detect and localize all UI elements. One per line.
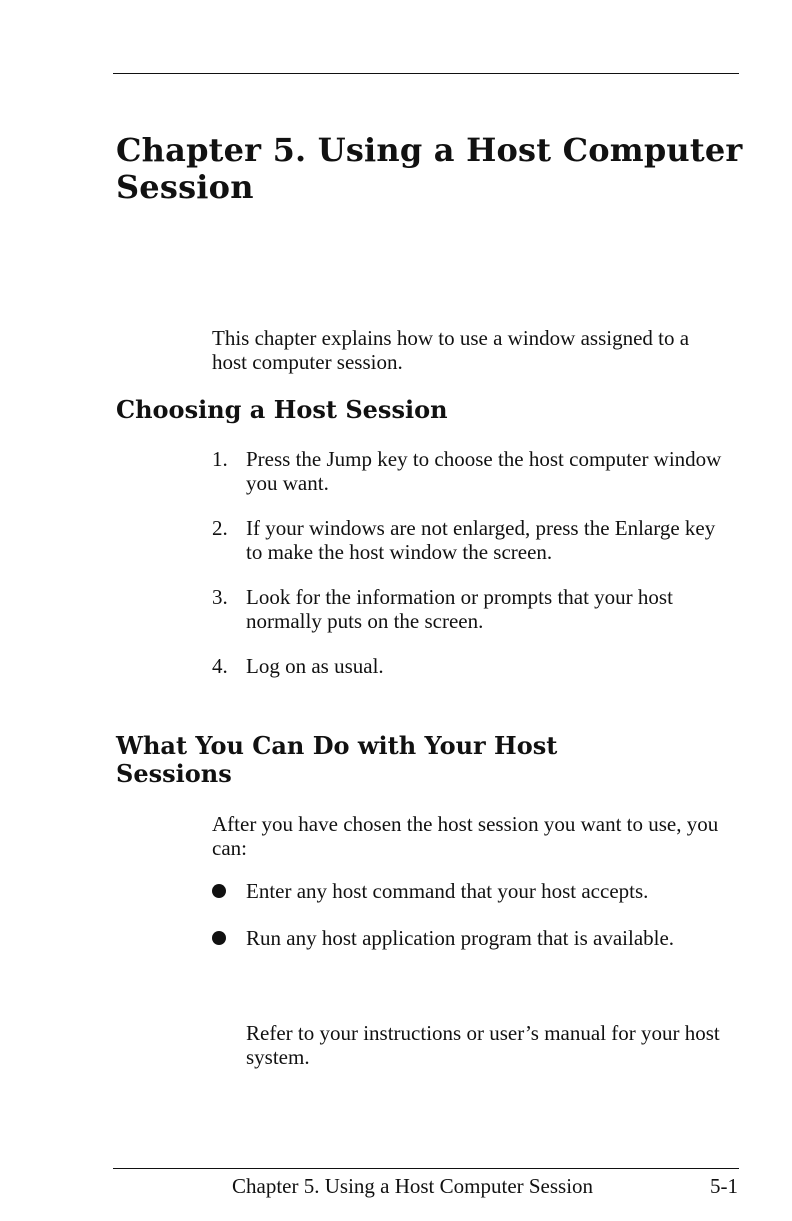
section-heading-what-you-can-do: What You Can Do with Your Host Sessions — [116, 731, 558, 788]
chapter-title: Chapter 5. Using a Host Computer Session — [116, 131, 743, 206]
step-number: 2. — [212, 516, 228, 540]
section-intro: After you have chosen the host session you want to use, you can: — [212, 812, 719, 860]
step-number: 4. — [212, 654, 228, 678]
step-item — [212, 585, 732, 633]
step-item — [212, 654, 732, 678]
footer-title: Chapter 5. Using a Host Computer Session — [232, 1174, 594, 1198]
step-text: Log on as usual. — [246, 654, 384, 678]
page-number: 5-1 — [710, 1174, 738, 1198]
reference-note: Refer to your instructions or user’s manual for your host system. — [246, 1021, 720, 1069]
step-number: 3. — [212, 585, 228, 609]
bullet-text: Run any host application program that is available. — [246, 926, 675, 950]
top-rule — [113, 73, 739, 74]
bullet-icon — [212, 931, 226, 945]
step-item — [212, 516, 732, 564]
footer-rule — [113, 1168, 739, 1169]
steps-list — [212, 447, 732, 699]
step-text: If your windows are not enlarged, press the Enlarge key to make the host window the screen. — [246, 516, 716, 564]
bullet-item — [212, 879, 732, 903]
bullet-item — [212, 926, 732, 950]
bullet-list — [212, 879, 732, 973]
step-text: Press the Jump key to choose the host computer window you want. — [246, 447, 722, 495]
step-item — [212, 447, 732, 495]
bullet-text: Enter any host command that your host accepts. — [246, 879, 649, 903]
bullet-icon — [212, 884, 226, 898]
step-number: 1. — [212, 447, 228, 471]
step-text: Look for the information or prompts that your host normally puts on the screen. — [246, 585, 673, 633]
page-footer — [232, 1174, 738, 1198]
chapter-intro: This chapter explains how to use a window assigned to a host computer session. — [212, 326, 690, 374]
section-heading-choosing: Choosing a Host Session — [116, 395, 448, 424]
